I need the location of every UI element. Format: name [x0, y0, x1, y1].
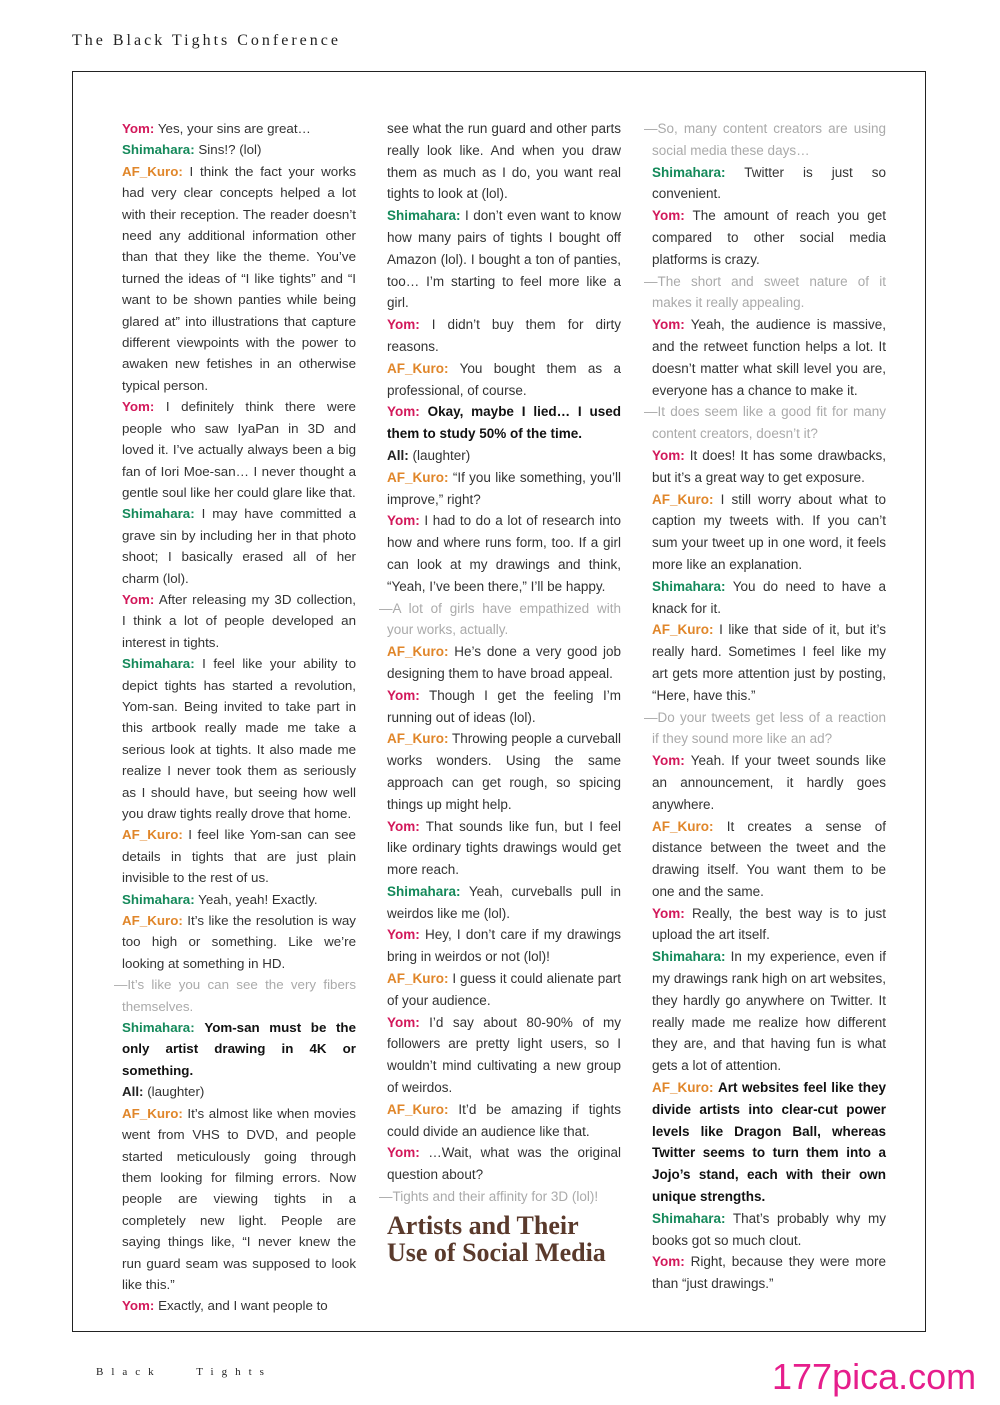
- dialogue-line: [652, 489, 886, 576]
- speaker-name: Yom:: [652, 753, 685, 769]
- dialogue-line: [122, 1295, 356, 1316]
- dialogue-text: In my experience, even if my drawings rank high on art websites, they hardly go anywhere on Twitter. It really made me realize how different they are, and that having fun is what gets a lot of attention.: [652, 949, 886, 1074]
- dialogue-line: [122, 1081, 356, 1102]
- speaker-name: All:: [387, 447, 409, 463]
- dialogue-text: I still worry about what to caption my tweets with. If you can’t sum your tweet up in one word, it feels more like an explanation.: [652, 491, 886, 572]
- dialogue-line: [387, 358, 621, 402]
- dialogue-text: He’s done a very good job designing them to have broad appeal.: [387, 644, 621, 681]
- dialogue-line: [122, 910, 356, 974]
- footer-running-title: Black Tights: [96, 1366, 272, 1378]
- dialogue-text: see what the run guard and other parts really look like. And when you draw them as much as I do, you want real tights to look at (lol).: [387, 121, 621, 202]
- dialogue-line: [652, 314, 886, 401]
- dialogue-text: It’d be amazing if tights could divide an audience like that.: [387, 1101, 621, 1139]
- speaker-name: AF_Kuro:: [387, 971, 449, 987]
- speaker-name: Yom:: [652, 208, 685, 224]
- speaker-name: Yom:: [122, 121, 155, 136]
- speaker-name: AF_Kuro:: [652, 491, 714, 507]
- dialogue-text: I like that side of it, but it’s really hard. Sometimes I feel like my art gets more attention just by posting, “Here, have this.”: [652, 622, 886, 703]
- dialogue-text: That sounds like fun, but I feel like ordinary tights drawings would get more reach.: [387, 818, 621, 878]
- speaker-name: Yom:: [652, 1254, 685, 1270]
- dialogue-line: [387, 685, 621, 729]
- interviewer-question: [379, 1186, 621, 1208]
- speaker-name: Shimahara:: [122, 1020, 195, 1036]
- dialogue-text: I didn’t buy them for dirty reasons.: [387, 317, 621, 354]
- dialogue-text: Yeah, yeah! Exactly.: [198, 891, 318, 907]
- speaker-name: Shimahara:: [387, 208, 461, 224]
- dialogue-line: [652, 750, 886, 815]
- speaker-name: AF_Kuro:: [387, 644, 449, 660]
- dialogue-text: It’s almost like when movies went from VHS to DVD, and people started meticulously going through them looking for filming errors. Now people are viewing tights in a completely new light. People are saying things like, “I never knew the run guard seam was supposed to look like this.”: [122, 1105, 356, 1292]
- dialogue-text: I feel like Yom-san can see details in tights that are just plain invisible to the rest of us.: [122, 827, 356, 886]
- dialogue-line: [652, 445, 886, 489]
- speaker-name: Yom:: [387, 404, 420, 420]
- dialogue-text: I feel like your ability to depict tights has started a revolution, Yom-san. Being invited to take part in this artbook really made me take a serious look at tights. It also made me realize I never took them as seriously as I should have, but seeing how well you draw tights really drove that home.: [122, 656, 356, 821]
- dialogue-text: You bought them as a professional, of course.: [387, 360, 621, 398]
- dialogue-text: Yes, your sins are great…: [157, 121, 311, 136]
- speaker-name: All:: [122, 1084, 144, 1100]
- column-3: [644, 118, 886, 1295]
- dialogue-text: Really, the best way is to just upload the art itself.: [652, 905, 886, 943]
- dialogue-text: —It does seem like a good fit for many content creators, doesn’t it?: [644, 404, 886, 442]
- dialogue-line: [387, 118, 621, 205]
- speaker-name: AF_Kuro:: [652, 1080, 714, 1096]
- dialogue-line: [652, 946, 886, 1077]
- dialogue-text: —Do your tweets get less of a reaction if they sound more like an ad?: [644, 709, 886, 747]
- speaker-name: Shimahara:: [652, 949, 726, 965]
- speaker-name: Shimahara:: [122, 656, 195, 672]
- dialogue-text: —The short and sweet nature of it makes it really appealing.: [644, 273, 886, 311]
- speaker-name: Yom:: [387, 927, 420, 943]
- dialogue-line: [122, 396, 356, 503]
- dialogue-text: “If you like something, you’ll improve,” right?: [387, 469, 621, 507]
- speaker-name: AF_Kuro:: [387, 1101, 449, 1117]
- dialogue-line: [652, 816, 886, 903]
- dialogue-text: Sins!? (lol): [198, 142, 262, 158]
- speaker-name: Shimahara:: [652, 164, 726, 180]
- speaker-name: AF_Kuro:: [387, 360, 449, 376]
- dialogue-line: [387, 467, 621, 511]
- dialogue-line: [122, 1017, 356, 1081]
- interviewer-question: [644, 118, 886, 162]
- speaker-name: Shimahara:: [122, 506, 195, 522]
- speaker-name: Yom:: [652, 905, 685, 921]
- speaker-name: AF_Kuro:: [122, 163, 183, 179]
- dialogue-text: I definitely think there were people who saw IyaPan in 3D and loved it. I’ve actually always been a big fan of Iori Moe-san… I never thought a gentle soul like her could glare like that.: [122, 399, 356, 500]
- speaker-name: Yom:: [652, 447, 685, 463]
- dialogue-text: Hey, I don’t care if my drawings bring in weirdos or not (lol)!: [387, 927, 621, 965]
- dialogue-line: [652, 162, 886, 206]
- interviewer-question: [644, 707, 886, 751]
- dialogue-text: Right, because they were more than “just drawings.”: [652, 1254, 886, 1292]
- dialogue-text: I guess it could alienate part of your audience.: [387, 971, 621, 1008]
- section-heading: Artists and Their Use of Social Media: [387, 1210, 606, 1267]
- column-1: [114, 118, 356, 1317]
- dialogue-text: Yeah. If your tweet sounds like an announcement, it hardly goes anywhere.: [652, 753, 886, 812]
- dialogue-line: [387, 816, 621, 881]
- dialogue-text: You do need to have a knack for it.: [652, 578, 886, 616]
- speaker-name: AF_Kuro:: [122, 827, 183, 843]
- dialogue-text: I don’t even want to know how many pairs of tights I bought off Amazon (lol). I bought a ton of panties, too… I’m starting to feel more like a girl.: [387, 208, 621, 311]
- dialogue-text: It does! It has some drawbacks, but it’s a great way to get exposure.: [652, 447, 886, 485]
- speaker-name: Shimahara:: [122, 142, 195, 158]
- dialogue-line: [652, 619, 886, 706]
- dialogue-line: [387, 314, 621, 358]
- dialogue-text: …Wait, what was the original question about?: [387, 1145, 621, 1183]
- dialogue-text: After releasing my 3D collection, I think a lot of people developed an interest in tights.: [122, 591, 356, 650]
- dialogue-text: Art websites feel like they divide artists into clear-cut power levels like Dragon Ball, whereas Twitter seems to turn them into a Jojo’s stand, each with their own unique strengths.: [652, 1080, 886, 1205]
- speaker-name: Yom:: [387, 513, 420, 529]
- dialogue-text: Exactly, and I want people to: [158, 1298, 328, 1314]
- dialogue-line: [122, 1103, 356, 1296]
- dialogue-line: [387, 881, 621, 925]
- interviewer-question: [114, 974, 356, 1017]
- dialogue-text: That’s probably why my books got so much clout.: [652, 1210, 886, 1248]
- speaker-name: Yom:: [122, 591, 155, 607]
- dialogue-line: [122, 503, 356, 589]
- speaker-name: Yom:: [387, 1145, 420, 1161]
- speaker-name: AF_Kuro:: [387, 469, 449, 485]
- column-2: [379, 118, 622, 1267]
- dialogue-text: Yom-san must be the only artist drawing in 4K or something.: [122, 1020, 356, 1078]
- dialogue-text: It’s like the resolution is way too high or something. Like we’re looking at something in HD.: [122, 913, 356, 971]
- dialogue-line: [387, 728, 621, 815]
- speaker-name: Shimahara:: [652, 578, 726, 594]
- speaker-name: Yom:: [387, 818, 420, 834]
- dialogue-line: [387, 510, 621, 597]
- dialogue-line: [652, 1208, 886, 1252]
- dialogue-line: [387, 1012, 621, 1099]
- speaker-name: AF_Kuro:: [122, 913, 183, 929]
- dialogue-text: (laughter): [412, 447, 471, 463]
- dialogue-text: —It’s like you can see the very fibers themselves.: [114, 977, 356, 1014]
- speaker-name: Yom:: [652, 317, 685, 333]
- interviewer-question: [379, 598, 621, 642]
- dialogue-text: I may have committed a grave sin by including her in that photo shoot; I basically erased all of her charm (lol).: [122, 506, 356, 586]
- dialogue-line: [122, 161, 356, 396]
- dialogue-line: [387, 1142, 621, 1186]
- speaker-name: AF_Kuro:: [122, 1105, 183, 1121]
- dialogue-text: —A lot of girls have empathized with your works, actually.: [379, 600, 621, 638]
- dialogue-text: I’d say about 80-90% of my followers are pretty light users, so I wouldn’t mind cultivating a new group of weirdos.: [387, 1014, 621, 1096]
- dialogue-text: Twitter is just so convenient.: [652, 164, 886, 202]
- speaker-name: Yom:: [387, 687, 420, 703]
- dialogue-text: It creates a sense of distance between the tweet and the drawing itself. You want them to be one and the same.: [652, 818, 886, 899]
- watermark: 177pica.com: [772, 1356, 977, 1397]
- dialogue-text: Though I get the feeling I’m running out of ideas (lol).: [387, 687, 621, 725]
- dialogue-text: —So, many content creators are using social media these days…: [644, 121, 886, 158]
- dialogue-line: [652, 1251, 886, 1295]
- dialogue-text: I had to do a lot of research into how and where runs form, too. If a girl can look at my drawings and think, “Yeah, I’ve been there,” I’ll be happy.: [387, 513, 621, 594]
- dialogue-line: [387, 924, 621, 968]
- dialogue-line: [387, 968, 621, 1012]
- dialogue-text: Yeah, the audience is massive, and the retweet function helps a lot. It doesn’t matter what skill level you are, everyone has a chance to make it.: [652, 317, 886, 398]
- speaker-name: AF_Kuro:: [652, 622, 714, 638]
- dialogue-line: [387, 445, 621, 467]
- dialogue-line: [122, 118, 356, 139]
- dialogue-text: Throwing people a curveball works wonders. Using the same approach can get rough, so spicing things up might help.: [387, 731, 621, 812]
- dialogue-line: [387, 641, 621, 685]
- interviewer-question: [644, 401, 886, 445]
- speaker-name: Yom:: [122, 1298, 155, 1314]
- dialogue-text: Yeah, curveballs pull in weirdos like me (lol).: [387, 883, 622, 921]
- dialogue-text: Okay, maybe I lied… I used them to study 50% of the time.: [387, 404, 621, 442]
- speaker-name: Yom:: [122, 399, 155, 415]
- dialogue-text: The amount of reach you get compared to other social media platforms is crazy.: [652, 208, 886, 267]
- interviewer-question: [644, 271, 886, 315]
- dialogue-line: [122, 589, 356, 653]
- dialogue-line: [122, 889, 356, 910]
- speaker-name: AF_Kuro:: [387, 731, 449, 747]
- dialogue-line: [652, 903, 886, 947]
- dialogue-line: [387, 205, 621, 314]
- dialogue-line: [387, 1099, 621, 1143]
- dialogue-line: [122, 653, 356, 824]
- running-head-title: The Black Tights Conference: [72, 32, 341, 49]
- dialogue-text: I think the fact your works had very clear concepts helped a lot with their reception. The reader doesn’t need any additional information other than that they like the theme. You’ve turned the ideas of “I like tights” and “I want to be shown panties while being glared at” into illustrations that capture different viewpoints with the power to awaken new fetishes in an otherwise typical person.: [122, 163, 356, 393]
- speaker-name: Shimahara:: [387, 883, 461, 899]
- speaker-name: Yom:: [387, 1014, 420, 1030]
- dialogue-text: —Tights and their affinity for 3D (lol)!: [379, 1189, 599, 1205]
- dialogue-line: [122, 824, 356, 888]
- speaker-name: AF_Kuro:: [652, 818, 714, 834]
- speaker-name: Shimahara:: [122, 891, 195, 907]
- dialogue-text: (laughter): [147, 1084, 205, 1100]
- dialogue-line: [387, 401, 621, 445]
- dialogue-line: [122, 139, 356, 160]
- dialogue-line: [652, 205, 886, 270]
- speaker-name: Yom:: [387, 317, 420, 333]
- dialogue-line: [652, 1077, 886, 1208]
- dialogue-line: [652, 576, 886, 620]
- speaker-name: Shimahara:: [652, 1210, 726, 1226]
